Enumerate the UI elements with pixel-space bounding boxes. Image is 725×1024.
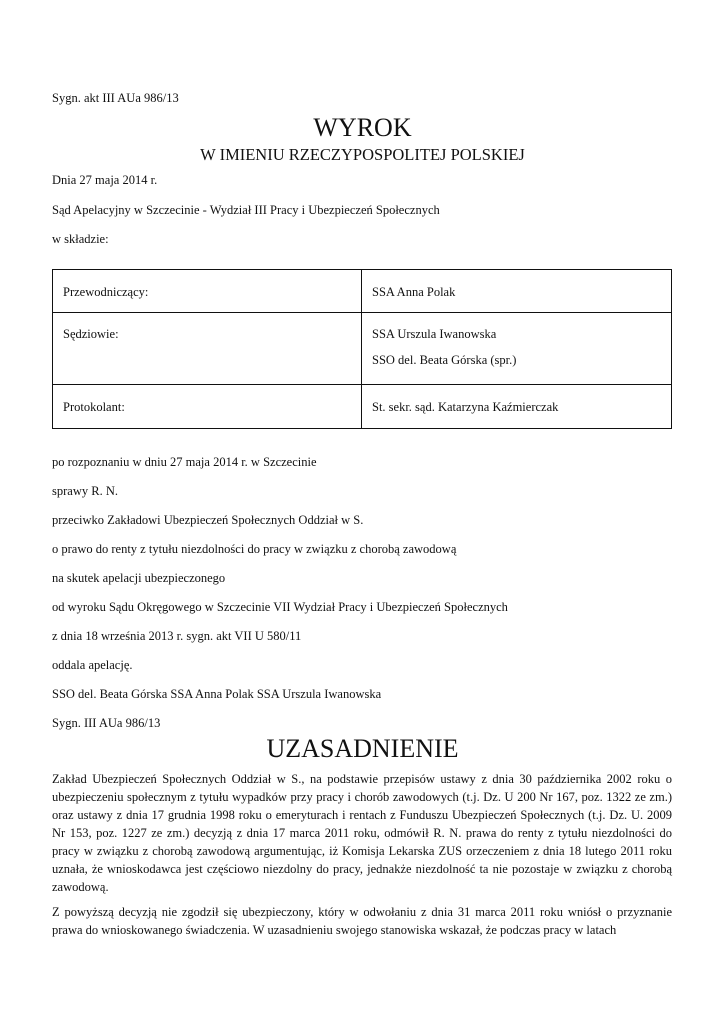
clerk-value-cell	[362, 385, 672, 429]
presiding-label-cell	[53, 270, 362, 313]
ruling-line: przeciwko Zakładowi Ubezpieczeń Społecznych Oddział w S.	[52, 513, 364, 527]
judge-name: SSO del. Beata Górska (spr.)	[372, 353, 517, 367]
table-row	[53, 270, 672, 313]
judges-label: Sędziowie:	[63, 327, 119, 341]
ruling-line: oddala apelację.	[52, 658, 133, 672]
judges-value-cell	[362, 313, 672, 385]
judgment-date: Dnia 27 maja 2014 r.	[52, 173, 158, 187]
judges-label-cell	[53, 313, 362, 385]
ruling-line: po rozpoznaniu w dniu 27 maja 2014 r. w Szczecinie	[52, 455, 317, 469]
clerk-label: Protokolant:	[63, 400, 125, 414]
judge-name: SSA Urszula Iwanowska	[372, 327, 497, 341]
ruling-line: sprawy R. N.	[52, 484, 118, 498]
clerk-label-cell	[53, 385, 362, 429]
clerk-name: St. sekr. sąd. Katarzyna Kaźmierczak	[372, 400, 559, 414]
document-subtitle: W IMIENIU RZECZYPOSPOLITEJ POLSKIEJ	[200, 145, 525, 164]
case-signature: Sygn. akt III AUa 986/13	[52, 91, 179, 105]
document-title: WYROK	[313, 113, 412, 142]
presiding-judge: SSA Anna Polak	[372, 285, 456, 299]
presiding-label: Przewodniczący:	[63, 285, 149, 299]
signatories-line: SSO del. Beata Górska SSA Anna Polak SSA Urszula Iwanowska	[52, 687, 382, 701]
ruling-line: o prawo do renty z tytułu niezdolności do pracy w związku z chorobą zawodową	[52, 542, 457, 556]
table-row	[53, 313, 672, 385]
justification-paragraph: Z powyższą decyzją nie zgodził się ubezpieczony, który w odwołaniu z dnia 31 marca 2011 roku wniósł o przyznanie prawa do wnioskowanego świadczenia. W uzasadnieniu swojego stanowiska wskazał, że podczas pracy w latach	[52, 905, 672, 937]
composition-label: w składzie:	[52, 232, 109, 246]
presiding-value-cell	[362, 270, 672, 313]
justification-paragraph: Zakład Ubezpieczeń Społecznych Oddział w S., na podstawie przepisów ustawy z dnia 30 października 2002 roku o ubezpieczeniu społecznym z tytułu wypadków przy pracy i chorób zawodowych (t.j. Dz. U 200 Nr 167, poz. 1322 ze zm.) oraz ustawy z dnia 17 grudnia 1998 roku o emeryturach i rentach z Funduszu Ubezpieczeń Społecznych (t.j. Dz. U. 2009 Nr 153, poz. 1227 ze zm.) decyzją z dnia 17 marca 2011 roku, odmówił R. N. prawa do renty z tytułu niezdolności do pracy w związku z chorobą zawodową argumentując, iż Komisja Lekarska ZUS orzeczeniem z dnia 18 lutego 2011 roku uznała, że wnioskodawca jest częściowo niezdolny do pracy, jednakże niezdolność ta nie pozostaje w związku z chorobą zawodową.	[52, 772, 672, 894]
ruling-line: na skutek apelacji ubezpieczonego	[52, 571, 226, 585]
case-signature-2: Sygn. III AUa 986/13	[52, 716, 161, 730]
bench-table	[52, 269, 672, 429]
justification-title: UZASADNIENIE	[266, 734, 459, 763]
ruling-line: od wyroku Sądu Okręgowego w Szczecinie VII Wydział Pracy i Ubezpieczeń Społecznych	[52, 600, 508, 614]
court-name: Sąd Apelacyjny w Szczecinie - Wydział III Pracy i Ubezpieczeń Społecznych	[52, 203, 440, 217]
table-row	[53, 385, 672, 429]
ruling-line: z dnia 18 września 2013 r. sygn. akt VII U 580/11	[52, 629, 302, 643]
